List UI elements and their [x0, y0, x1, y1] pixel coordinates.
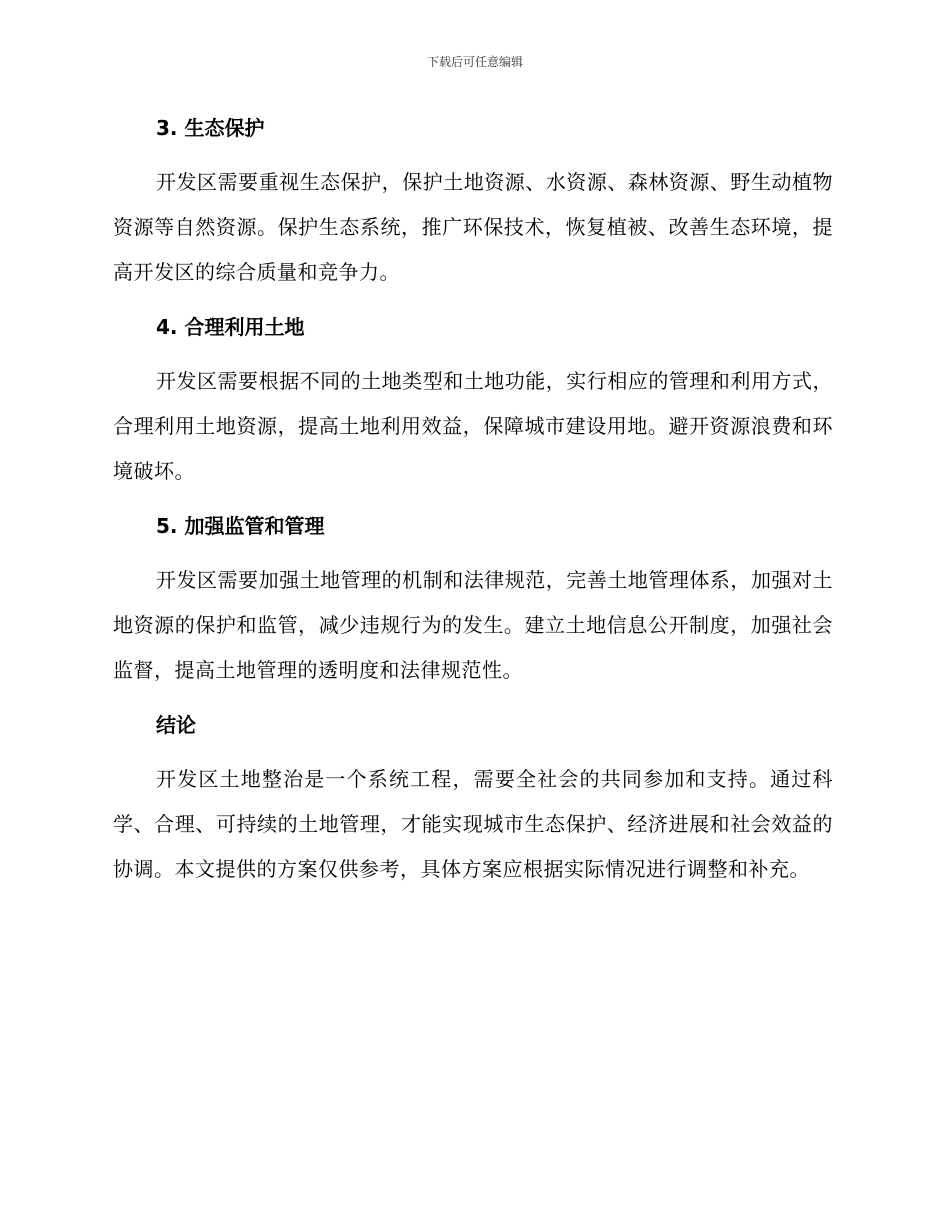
section-paragraph-supervision: 开发区需要加强土地管理的机制和法律规范，完善土地管理体系，加强对土地资源的保护和监管，减少违规行为的发生。建立土地信息公开制度，加强社会监督，提高土地管理的透明度和法律规范性。 [113, 568, 833, 682]
section-paragraph-conclusion: 开发区土地整治是一个系统工程，需要全社会的共同参加和支持。通过科学、合理、可持续的土地管理，才能实现城市生态保护、经济进展和社会效益的协调。本文提供的方案仅供参考，具体方案应根据实际情况进行调整和补充。 [113, 767, 833, 881]
section-heading-land-use: 4. 合理利用土地 [156, 315, 305, 339]
section-heading-ecology: 3. 生态保护 [156, 116, 265, 140]
section-paragraph-land-use: 开发区需要根据不同的土地类型和土地功能，实行相应的管理和利用方式，合理利用土地资源，提高土地利用效益，保障城市建设用地。避开资源浪费和环境破坏。 [113, 369, 833, 483]
section-paragraph-ecology: 开发区需要重视生态保护，保护土地资源、水资源、森林资源、野生动植物资源等自然资源。保护生态系统，推广环保技术，恢复植被、改善生态环境，提高开发区的综合质量和竞争力。 [113, 170, 833, 284]
page-header-note: 下载后可任意编辑 [426, 55, 523, 69]
section-heading-supervision: 5. 加强监管和管理 [156, 514, 325, 538]
section-heading-conclusion: 结论 [156, 713, 196, 737]
document-body [113, 108, 833, 904]
